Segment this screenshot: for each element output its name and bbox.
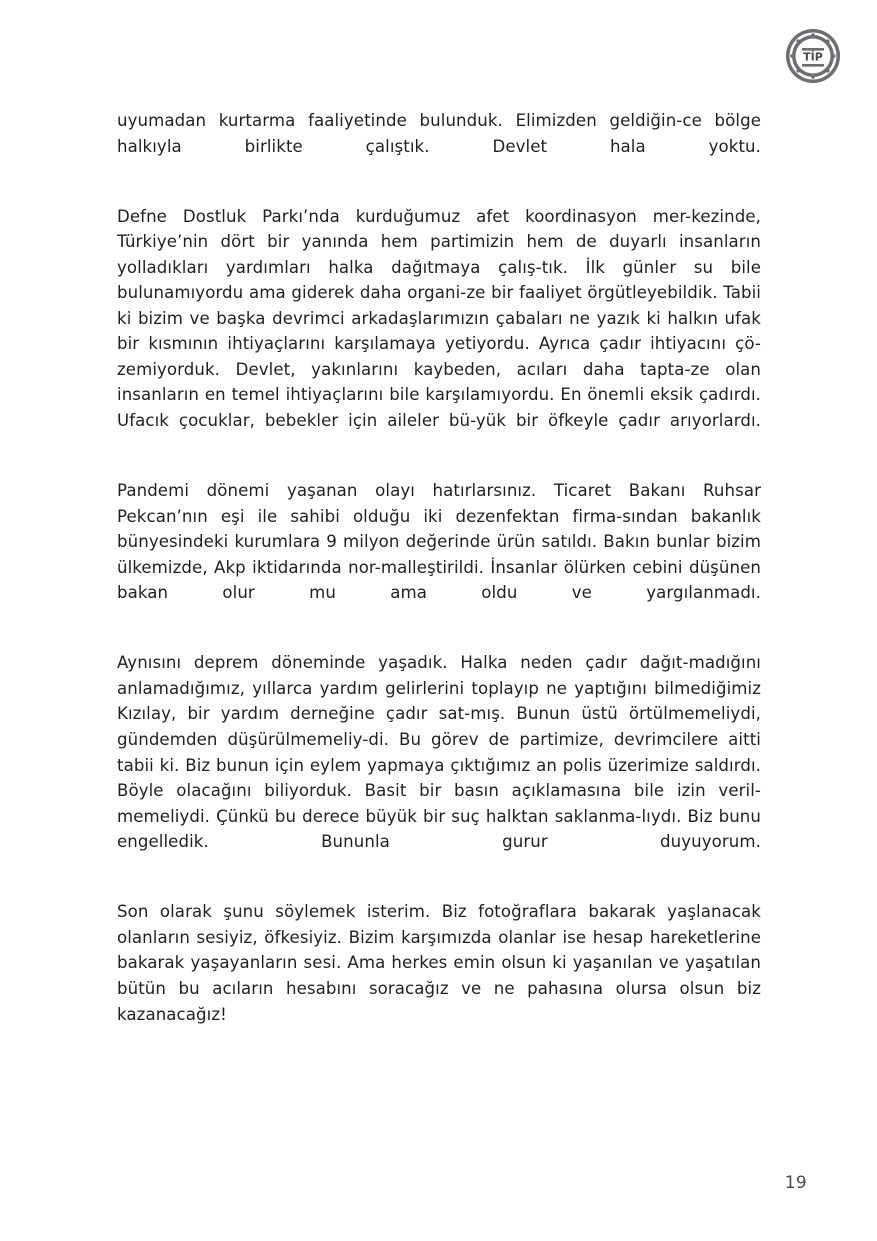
paragraph: Son olarak şunu söylemek isterim. Biz fotoğraflara bakarak yaşlanacak olanların sesiyiz, öfkesiyiz. Bizim karşımızda olanlar ise hesap hareketlerine bakarak yaşayanların sesi. Ama herkes emin olsun ki yaşanılan ve yaşatılan bütün bu acıların hesabını soracağız ve ne pahasına olursa olsun biz kazanacağız! bbox=[117, 902, 761, 1024]
paragraph: Defne Dostluk Parkı’nda kurduğumuz afet koordinasyon mer-kezinde, Türkiye’nin dört bir yanında hem partimizin hem de duyarlı insanların yolladıkları yardımları halka dağıtmaya çalış-tık. İlk günler su bile bulunamıyordu ama giderek daha organi-ze bir faaliyet örgütleyebildik. Tabii ki bizim ve başka devrimci arkadaşlarımızın çabaları ne yazık ki halkın ufak bir kısmının ihtiyaçlarını karşılamaya yetiyordu. Ayrıca çadır ihtiyacını çö-zemiyorduk. Devlet, yakınlarını kaybeden, acıları daha tapta-ze olan insanların en temel ihtiyaçlarını bile karşılamıyordu. En önemli eksik çadırdı. Ufacık çocuklar, bebekler için aileler bü-yük bir öfkeyle çadır arıyorlardı. bbox=[117, 206, 761, 431]
logo-text: TİP bbox=[803, 50, 823, 64]
body-text bbox=[117, 108, 761, 1053]
paragraph: Pandemi dönemi yaşanan olayı hatırlarsınız. Ticaret Bakanı Ruhsar Pekcan’nın eşi ile sahibi olduğu iki dezenfektan firma-sından bakanlık bünyesindeki kurumlara 9 milyon değerinde ürün satıldı. Bakın bunlar bizim ülkemizde, Akp iktidarında nor-malleştirildi. İnsanlar ölürken cebini düşünen bakan olur mu ama oldu ve yargılanmadı. bbox=[117, 481, 761, 603]
paragraph: uyumadan kurtarma faaliyetinde bulunduk. Elimizden geldiğin-ce bölge halkıyla birlikte çalıştık. Devlet hala yoktu. bbox=[117, 111, 761, 156]
page-number: 19 bbox=[784, 1173, 807, 1193]
party-logo bbox=[785, 28, 841, 84]
paragraph: Aynısını deprem döneminde yaşadık. Halka neden çadır dağıt-madığını anlamadığımız, yıllarca yardım gelirlerini toplayıp ne yaptığını bilmediğimiz Kızılay, bir yardım derneğine çadır sat-mış. Bunun üstü örtülmemeliydi, gündemden düşürülmemeliy-di. Bu görev de partimize, devrimcilere aitti tabii ki. Biz bunun için eylem yapmaya çıktığımız an polis üzerimize saldırdı. Böyle olacağını biliyorduk. Basit bir basın açıklamasına bile izin veril-memeliydi. Çünkü bu derece büyük bir suç halktan saklanma-lıydı. Biz bunu engelledik. Bununla gurur duyuyorum. bbox=[117, 653, 761, 852]
gear-emblem-icon bbox=[785, 28, 841, 84]
